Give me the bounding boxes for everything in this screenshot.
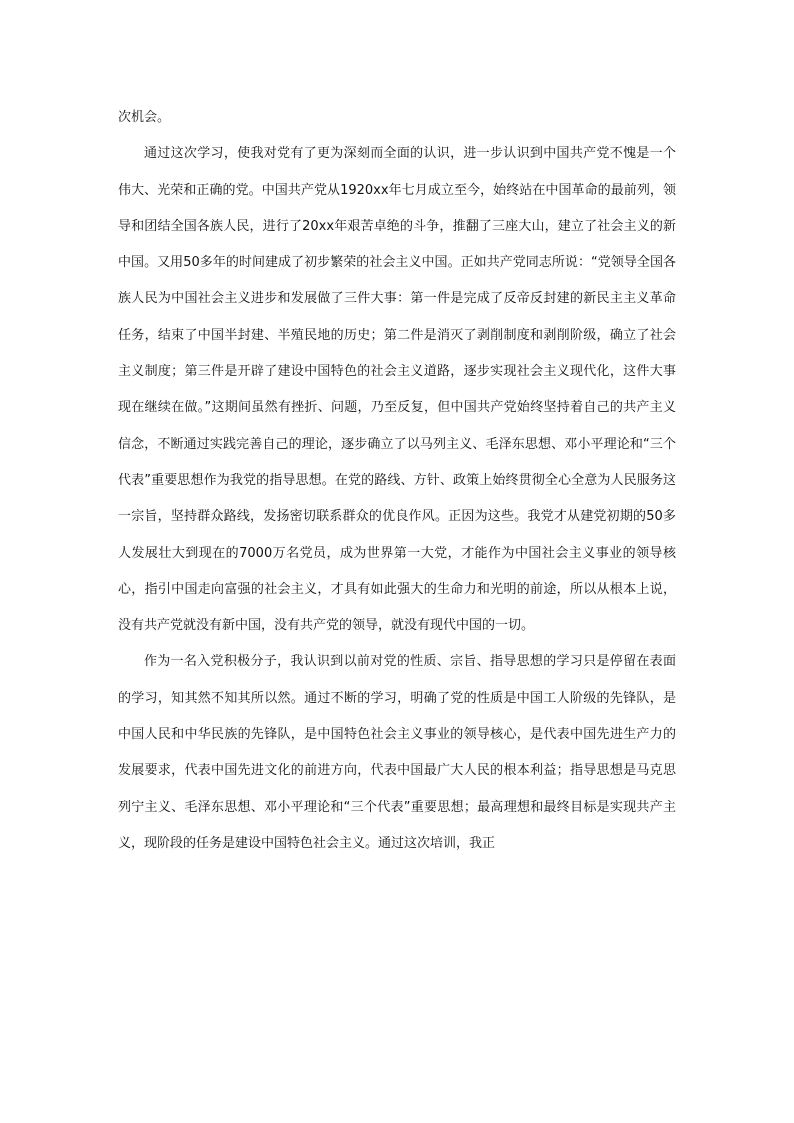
paragraph-3: 作为一名入党积极分子，我认识到以前对党的性质、宗旨、指导思想的学习只是停留在表面的学习，知其然不知其所以然。通过不断的学习，明确了党的性质是中国工人阶级的先锋队，是中国人民和中华民族的先锋队，是中国特色社会主义事业的领导核心，是代表中国先进生产力的发展要求，代表中国先进文化的前进方向，代表中国最广大人民的根本利益；指导思想是马克思列宁主义、毛泽东思想、邓小平理论和“三个代表”重要思想；最高理想和最终目标是实现共产主义，现阶段的任务是建设中国特色社会主义。通过这次培训，我正 (118, 654, 676, 851)
paragraph-2: 通过这次学习，使我对党有了更为深刻而全面的认识，进一步认识到中国共产党不愧是一个伟大、光荣和正确的党。中国共产党从1920xx年七月成立至今，始终站在中国革命的最前列，领导和团结全国各族人民，进行了20xx年艰苦卓绝的斗争，推翻了三座大山，建立了社会主义的新中国。又用50多年的时间建成了初步繁荣的社会主义中国。正如共产党同志所说：“党领导全国各族人民为中国社会主义进步和发展做了三件大事：第一件是完成了反帝反封建的新民主主义革命任务，结束了中国半封建、半殖民地的历史；第二件是消灭了剥削制度和剥削阶级，确立了社会主义制度；第三件是开辟了建设中国特色的社会主义道路，逐步实现社会主义现代化，这件大事现在继续在做。”这期间虽然有挫折、问题，乃至反复，但中国共产党始终坚持着自己的共产主义信念，不断通过实践完善自己的理论，逐步确立了以马列主义、毛泽东思想、邓小平理论和“三个代表”重要思想作为我党的指导思想。在党的路线、方针、政策上始终贯彻全心全意为人民服务这一宗旨，坚持群众路线，发扬密切联系群众的优良作风。正因为这些。我党才从建党初期的50多人发展壮大到现在的7000万名党员，成为世界第一大党，才能作为中国社会主义事业的领导核心，指引中国走向富强的社会主义，才具有如此强大的生命力和光明的前途，所以从根本上说，没有共产党就没有新中国，没有共产党的领导，就没有现代中国的一切。 (118, 146, 676, 634)
document-body (118, 100, 676, 862)
paragraph-1: 次机会。 (118, 110, 171, 125)
